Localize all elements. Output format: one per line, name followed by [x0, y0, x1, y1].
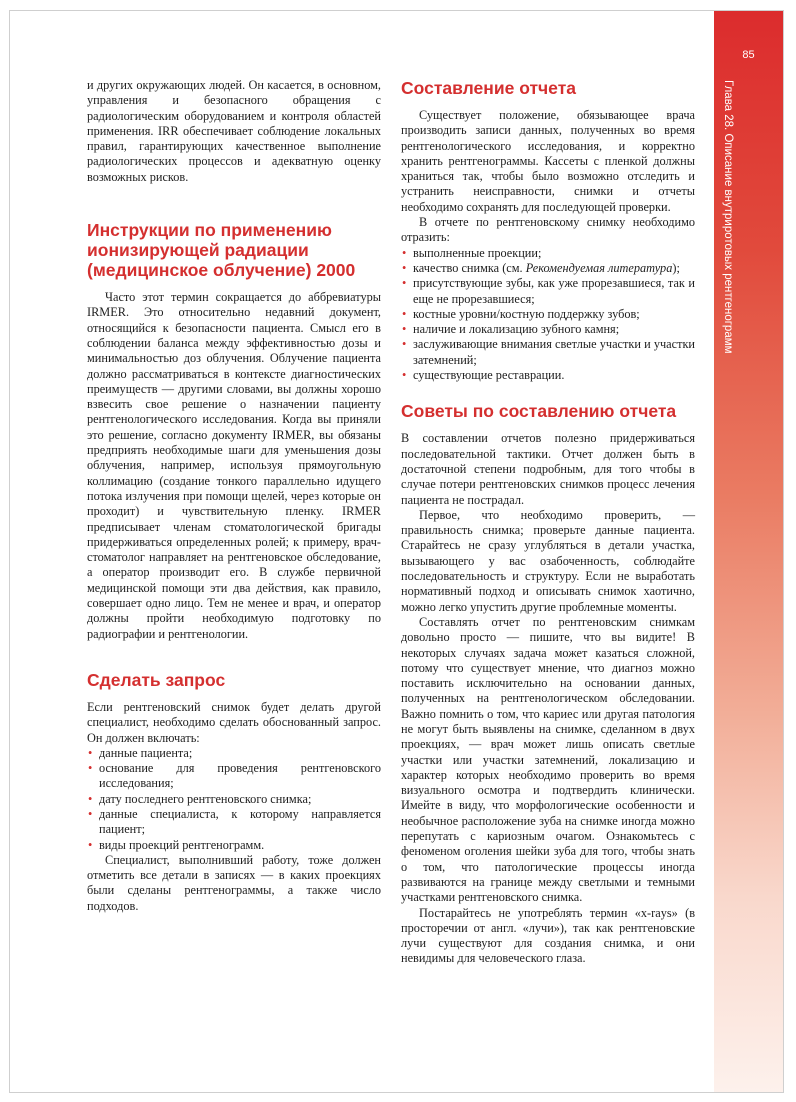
section-heading-report: Составление отчета — [401, 78, 576, 98]
list-item — [401, 261, 695, 276]
irmer-paragraph: Часто этот термин сокращается до аббревиатуры IRMER. Это относительно недавний документ, относящийся к безопасности пациента. Смысл его в соблюдении баланса между эффективностью дозы и минимальностью доз облучения. Облучение пациента должно рассматриваться в контексте диагностических преимуществ — другими словами, вы должны хорошо взвесить свое решение о назначении пациенту рентгенологического исследования. Когда вы приняли это решение, согласно документу IRMER, вы обязаны предприять необходимые шаги для уменьшения дозы облучения, например, используя прямоугольную коллимацию (создание тонкого параллельно идущего потока излучения при помощи щелей, через которые он проходит) и чувствительную пленку. IRMER предписывает членам стоматологической бригады придерживаться определенных ролей; к примеру, врач-стоматолог направляет на рентгеновское обследование, а оператор производит его. В службе первичной медицинской помощи эти два действия, как правило, совершает одно лицо. Тем не менее и врач, и оператор должны пройти необходимую подготовку по радиографии и рентгенологии. — [87, 290, 381, 641]
list-item: • существующие реставрации. — [401, 368, 695, 383]
intro-paragraph: и других окружающих людей. Он касается, в основном, управления и безопасного обращения с радиологическим оборудованием и контроля областей применения. IRR обеспечивает соблюдение локальных правил, гарантирующих качественное выполнение радиологических процессов и адекватную оценку возможных рисков. — [87, 78, 381, 184]
right-column — [401, 78, 695, 967]
list-item: • присутствующие зубы, как уже прорезавшиеся, так и еще не прорезавшиеся; — [401, 276, 695, 307]
list-item: • костные уровни/костную поддержку зубов; — [401, 307, 695, 322]
page-number: 85 — [742, 49, 755, 61]
quality-item-before: качество снимка (см. — [413, 260, 526, 275]
literature-reference: Рекомендуемая литература — [525, 260, 673, 275]
tips-paragraph-4: Постарайтесь не употреблять термин «x-rays» (в просторечии от англ. «лучи»), так как рентгеновские лучи существуют для создания снимка, и они невидимы для человеческого глаза. — [401, 905, 695, 966]
list-item: • заслуживающие внимания светлые участки и участки затемнений; — [401, 337, 695, 368]
report-paragraph-1: Существует положение, обязывающее врача производить записи данных, полученных во время рентгенологического исследования, и корректно хранить рентгенограммы. Кассеты с пленкой должны храниться так, чтобы было возможно отследить и устранить неисправности, снимки и отчеты необходимо сохранять для последующей проверки. — [401, 108, 695, 214]
quality-item-after: ); — [672, 260, 680, 275]
list-item: • наличие и локализацию зубного камня; — [401, 322, 695, 337]
tips-paragraph-3: Составлять отчет по рентгеновским снимкам довольно просто — пишите, что вы видите! В некоторых случаях задача может казаться сложной, потому что существует мнение, что диагноз можно поставить исключительно на основании данных, полученных на рентгенологическом обследовании. Важно помнить о том, что кариес или другая патология не могут быть выявлены на снимке, сделанном в двух проекциях, — врач может лишь описать светлые участки или участки затемнений, локализацию и характер которых необходимо проверить во время визуального осмотра и подтвердить клинически. Имейте в виду, что морфологические особенности и необычное расположение зуба на снимке иногда можно перепутать с кариозным очагом. Ознакомьтесь с феноменом оголения шейки зуба для того, чтобы знать о том, что патологические процессы иногда развиваются на границе между светлыми и темными участками рентгеновского снимка. — [401, 614, 695, 905]
request-list — [87, 746, 381, 853]
list-item: • основание для проведения рентгеновского исследования; — [87, 761, 381, 792]
left-column — [87, 78, 381, 914]
tips-paragraph-2: Первое, что необходимо проверить, — правильность снимка; проверьте данные пациента. Старайтесь не сразу углубляться в детали участка, вызывающего у вас озабоченность, соблюдайте последовательность и структуру. Если не выработать нормативный подход и описывать снимок хаотично, можно легко упустить другие проблемные моменты. — [401, 507, 695, 614]
list-item: • данные пациента; — [87, 746, 381, 761]
section-heading-tips: Советы по составлению отчета — [401, 401, 677, 422]
list-item: • виды проекций рентгенограмм. — [87, 838, 381, 853]
tips-paragraph-1: В составлении отчетов полезно придерживаться последовательной тактики. Отчет должен быть в достаточной степени подробным, для того чтобы в случае потери рентгеновских снимков процесс лечения пациента не пострадал. — [401, 431, 695, 507]
list-item: • выполненные проекции; — [401, 246, 695, 261]
chapter-title: Глава 28. Описание внутриротовых рентгенограмм — [722, 80, 734, 354]
report-paragraph-2: В отчете по рентгеновскому снимку необходимо отразить: — [401, 215, 695, 245]
report-list — [401, 246, 695, 384]
section-heading-irmer: Инструкции по применению ионизирующей радиации (медицинское облучение) 2000 — [87, 220, 356, 281]
section-heading-request: Сделать запрос — [87, 669, 226, 690]
request-after-paragraph: Специалист, выполнивший работу, тоже должен отметить все детали в записях — в каких проекциях были сделаны рентгенограммы, а также число подходов. — [87, 852, 381, 913]
list-item: • дату последнего рентгеновского снимка; — [87, 792, 381, 807]
list-item: • данные специалиста, к которому направляется пациент; — [87, 807, 381, 838]
request-paragraph: Если рентгеновский снимок будет делать другой специалист, необходимо сделать обоснованный запрос. Он должен включать: — [87, 699, 381, 745]
